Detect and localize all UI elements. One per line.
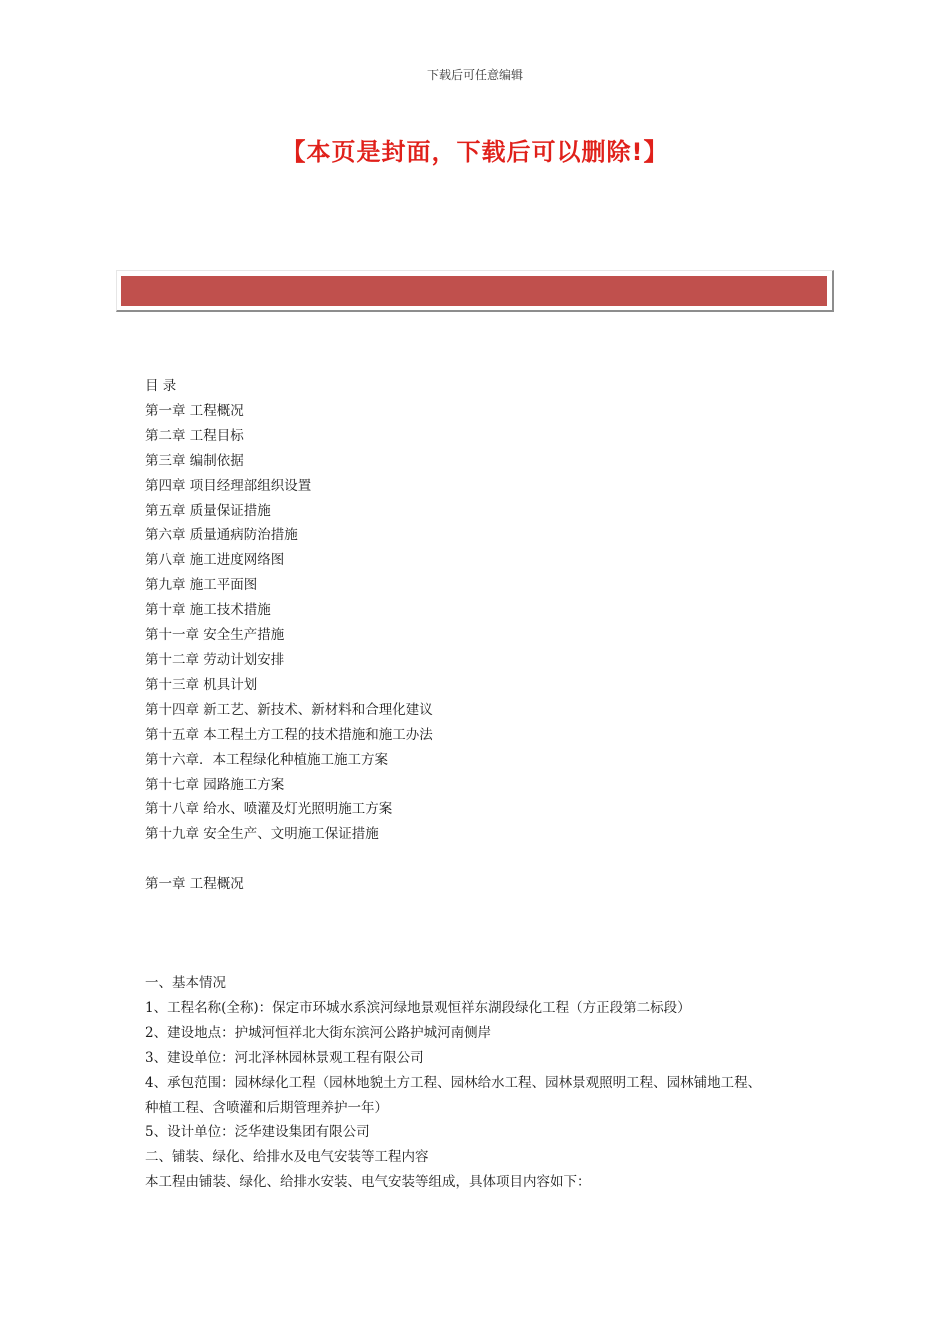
body-line: 二、铺装、绿化、给排水及电气安装等工程内容 — [145, 1149, 429, 1166]
toc-title: 目 录 — [145, 378, 177, 394]
toc-item: 第十一章 安全生产措施 — [145, 627, 285, 644]
toc-item: 第六章 质量通病防治措施 — [145, 527, 298, 544]
toc-item: 第九章 施工平面图 — [145, 577, 258, 594]
toc-item: 第十三章 机具计划 — [145, 676, 258, 693]
decorative-banner — [116, 270, 834, 312]
toc-item: 第十六章．本工程绿化种植施工施工方案 — [145, 751, 388, 768]
cover-notice: 【本页是封面，下载后可以删除!】 — [281, 138, 669, 166]
toc-item: 第四章 项目经理部组织设置 — [145, 477, 312, 494]
toc-item: 第二章 工程目标 — [145, 427, 244, 444]
toc-item: 第十九章 安全生产、文明施工保证措施 — [145, 826, 379, 843]
body-line: 2、建设地点：护城河恒祥北大街东滨河公路护城河南侧岸 — [145, 1024, 492, 1041]
body-line: 5、设计单位：泛华建设集团有限公司 — [145, 1124, 370, 1141]
toc-item: 第十八章 给水、喷灌及灯光照明施工方案 — [145, 801, 393, 818]
table-of-contents — [145, 374, 433, 847]
header-note: 下载后可任意编辑 — [426, 68, 523, 82]
section-title: 第一章 工程概况 — [145, 876, 244, 892]
body-line: 3、建设单位：河北泽林园林景观工程有限公司 — [145, 1049, 424, 1066]
toc-item: 第十七章 园路施工方案 — [145, 776, 285, 793]
body-line: 4、承包范围：园林绿化工程（园林地貌土方工程、园林给水工程、园林景观照明工程、园林铺地工程、 — [145, 1074, 762, 1091]
banner-bar — [121, 276, 827, 306]
toc-item: 第三章 编制依据 — [145, 452, 244, 469]
toc-item: 第十四章 新工艺、新技术、新材料和合理化建议 — [145, 701, 433, 718]
toc-item: 第八章 施工进度网络图 — [145, 552, 285, 569]
body-line: 本工程由铺装、绿化、给排水安装、电气安装等组成，具体项目内容如下： — [145, 1174, 591, 1191]
body-line: 1、工程名称(全称)：保定市环城水系滨河绿地景观恒祥东湖段绿化工程（方正段第二标段） — [145, 999, 691, 1016]
body-line: 一、基本情况 — [145, 975, 226, 991]
toc-item: 第十五章 本工程土方工程的技术措施和施工办法 — [145, 726, 433, 743]
section-body — [145, 971, 815, 1195]
toc-item: 第五章 质量保证措施 — [145, 502, 271, 519]
body-line: 种植工程、含喷灌和后期管理养护一年） — [145, 1099, 388, 1116]
toc-item: 第十章 施工技术措施 — [145, 602, 271, 619]
toc-item: 第一章 工程概况 — [145, 402, 244, 419]
toc-item: 第十二章 劳动计划安排 — [145, 651, 285, 668]
